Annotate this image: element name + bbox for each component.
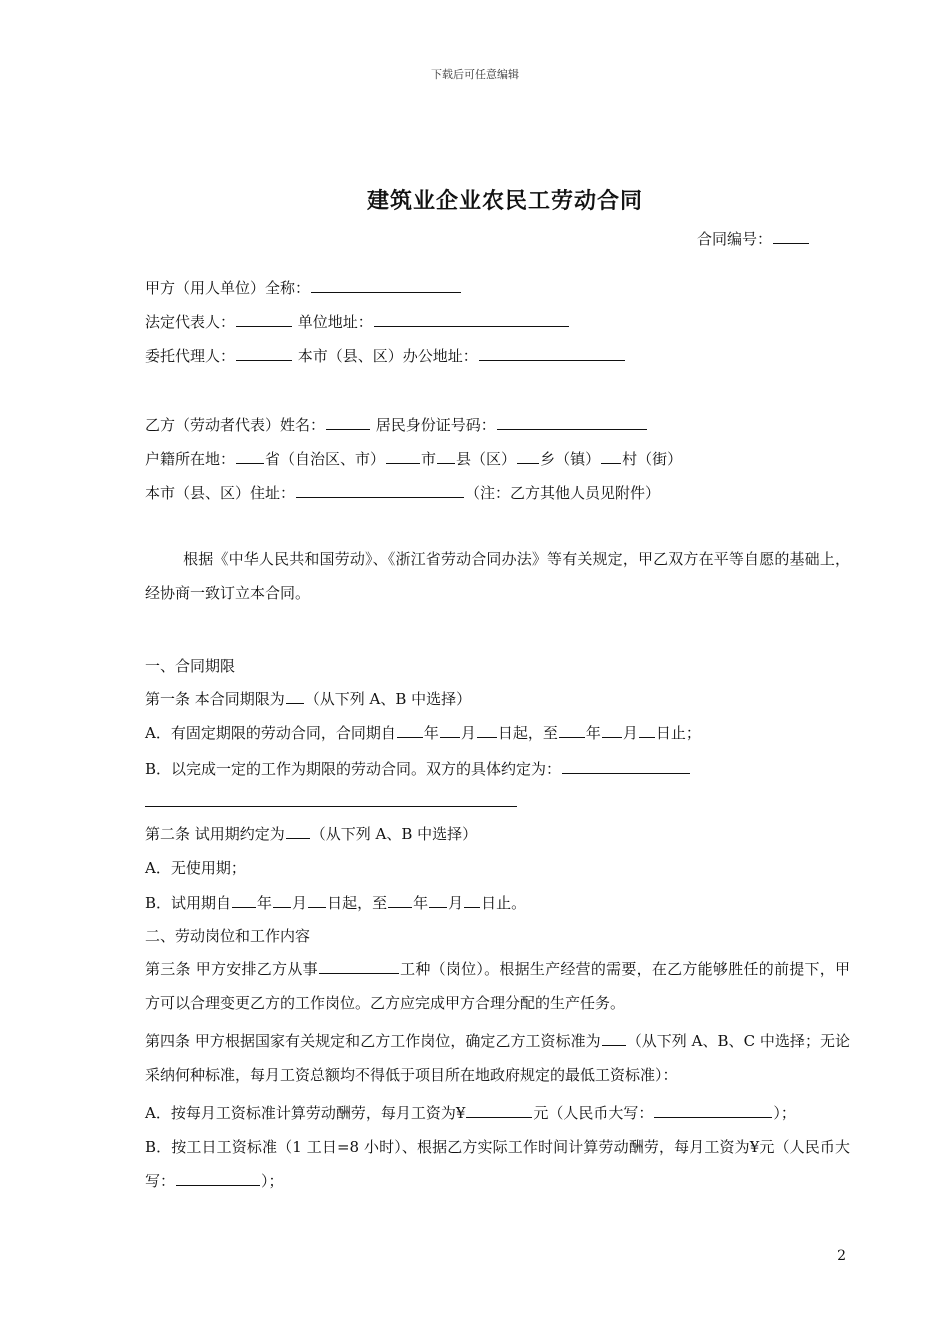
probation-text: B．试用期自 bbox=[145, 894, 232, 912]
city-label: 市 bbox=[421, 450, 437, 468]
party-a-agent-line bbox=[145, 345, 626, 366]
contract-number-label: 合同编号： bbox=[696, 230, 772, 248]
residence-line bbox=[145, 482, 660, 503]
residence-label: 本市（县、区）住址： bbox=[145, 484, 296, 502]
contract-number bbox=[697, 228, 810, 249]
office-address-label: 本市（县、区）办公地址： bbox=[297, 347, 478, 365]
month-label: 月 bbox=[448, 894, 464, 912]
month-label: 月 bbox=[622, 724, 638, 742]
article-2-blank bbox=[286, 823, 310, 839]
end-year-blank bbox=[559, 722, 585, 738]
option-b-text: B．以完成一定的工作为期限的劳动合同。双方的具体约定为： bbox=[145, 760, 562, 778]
article-4-option-a bbox=[145, 1102, 796, 1123]
agreement-blank bbox=[562, 758, 690, 774]
year-label: 年 bbox=[585, 724, 601, 742]
page-header: 下载后可任意编辑 bbox=[431, 68, 519, 81]
agent-blank bbox=[236, 345, 292, 361]
probation-end-year-blank bbox=[388, 892, 412, 908]
probation-end-month-blank bbox=[429, 892, 447, 908]
day-end-label: 日止； bbox=[655, 724, 701, 742]
year-label: 年 bbox=[413, 894, 429, 912]
article-1-blank bbox=[286, 688, 304, 704]
article-3-text-b: 工种（岗位）。根据生产经营的需要，在乙方能够胜任的前提下，甲方可以合理变更乙方的工作岗位。乙方应完成甲方合理分配的生产任务。 bbox=[145, 960, 850, 1012]
start-month-blank bbox=[440, 722, 460, 738]
preamble bbox=[145, 542, 850, 610]
start-day-blank bbox=[477, 722, 497, 738]
rmb-uppercase-label: 元（人民币大写： bbox=[145, 1138, 850, 1190]
end-month-blank bbox=[602, 722, 622, 738]
day-start-label: 日起，至 bbox=[497, 724, 558, 742]
rmb-uppercase-blank bbox=[654, 1102, 772, 1118]
article-1 bbox=[145, 688, 471, 709]
party-b-name-blank bbox=[326, 414, 370, 430]
year-label: 年 bbox=[423, 724, 439, 742]
option-a-text: A．有固定期限的劳动合同，合同期自 bbox=[145, 724, 396, 742]
article-1-text-a: 第一条 本合同期限为 bbox=[145, 690, 285, 708]
closing-paren: ）； bbox=[261, 1172, 284, 1190]
agent-label: 委托代理人： bbox=[145, 347, 236, 365]
monthly-wage-text: A．按每月工资标准计算劳动酬劳，每月工资为¥ bbox=[145, 1104, 466, 1122]
agreement-continuation-blank bbox=[145, 806, 517, 807]
article-4-option-b bbox=[145, 1130, 850, 1198]
closing-paren: ）； bbox=[773, 1104, 796, 1122]
province-label: 省（自治区、市） bbox=[265, 450, 386, 468]
party-b-name-label: 乙方（劳动者代表）姓名： bbox=[145, 416, 326, 434]
article-3-text-a: 第三条 甲方安排乙方从事 bbox=[145, 960, 318, 978]
village-label: 村（街） bbox=[622, 450, 683, 468]
probation-start-day-blank bbox=[308, 892, 326, 908]
section-2-title: 二、劳动岗位和工作内容 bbox=[145, 927, 311, 945]
id-number-label: 居民身份证号码： bbox=[375, 416, 496, 434]
party-a-name-line bbox=[145, 277, 462, 298]
address-label: 单位地址： bbox=[297, 313, 373, 331]
domicile-label: 户籍所在地： bbox=[145, 450, 236, 468]
month-label: 月 bbox=[292, 894, 308, 912]
county-label: 县（区） bbox=[456, 450, 517, 468]
section-1-title: 一、合同期限 bbox=[145, 657, 236, 675]
end-day-blank bbox=[639, 722, 655, 738]
town-blank bbox=[517, 448, 539, 464]
party-a-rep-line bbox=[145, 311, 570, 332]
contract-number-blank bbox=[773, 228, 809, 244]
article-1-option-a bbox=[145, 722, 701, 743]
rmb-uppercase-blank bbox=[176, 1170, 260, 1186]
preamble-text: 根据《中华人民共和国劳动》、《浙江省劳动合同办法》等有关规定，甲乙双方在平等自愿的基础上，经协商一致订立本合同。 bbox=[145, 550, 850, 602]
article-2-option-b bbox=[145, 892, 526, 913]
city-blank bbox=[386, 448, 420, 464]
day-end-label: 日止。 bbox=[481, 894, 527, 912]
article-2 bbox=[145, 823, 477, 844]
daily-wage-text: B．按工日工资标准（1 工日=8 小时）、根据乙方实际工作时间计算劳动酬劳，每月工资为¥ bbox=[145, 1138, 760, 1156]
article-4-text-a: 第四条 甲方根据国家有关规定和乙方工作岗位，确定乙方工资标准为 bbox=[145, 1032, 601, 1050]
article-4 bbox=[145, 1024, 850, 1092]
page-number: 2 bbox=[837, 1248, 846, 1264]
town-label: 乡（镇） bbox=[540, 450, 601, 468]
day-start-label: 日起，至 bbox=[327, 894, 388, 912]
article-1-text-b: （从下列 A、B 中选择） bbox=[304, 690, 472, 708]
wage-standard-blank bbox=[602, 1030, 626, 1046]
residence-blank bbox=[296, 482, 464, 498]
article-3 bbox=[145, 952, 850, 1020]
id-number-blank bbox=[497, 414, 647, 430]
office-address-blank bbox=[479, 345, 625, 361]
province-blank bbox=[236, 448, 264, 464]
party-b-note: （注：乙方其他人员见附件） bbox=[465, 484, 661, 502]
article-2-text-a: 第二条 试用期约定为 bbox=[145, 825, 285, 843]
month-label: 月 bbox=[460, 724, 476, 742]
village-blank bbox=[601, 448, 621, 464]
article-4-text-b: （从下列 A、B、C 中选择；无论采纳何种标准，每月工资总额均不得低于项目所在地政府规定的最低工资标准）： bbox=[145, 1032, 850, 1084]
probation-start-year-blank bbox=[232, 892, 256, 908]
party-a-name-label: 甲方（用人单位）全称： bbox=[145, 279, 311, 297]
article-2-text-b: （从下列 A、B 中选择） bbox=[310, 825, 478, 843]
probation-end-day-blank bbox=[464, 892, 480, 908]
article-1-option-b bbox=[145, 758, 691, 779]
monthly-wage-blank bbox=[466, 1102, 532, 1118]
start-year-blank bbox=[397, 722, 423, 738]
year-label: 年 bbox=[257, 894, 273, 912]
domicile-line bbox=[145, 448, 682, 469]
legal-rep-blank bbox=[236, 311, 292, 327]
probation-start-month-blank bbox=[273, 892, 291, 908]
rmb-uppercase-label: 元（人民币大写： bbox=[533, 1104, 654, 1122]
article-2-option-a: A．无使用期； bbox=[145, 859, 246, 877]
county-blank bbox=[437, 448, 455, 464]
party-a-name-blank bbox=[311, 277, 461, 293]
address-blank bbox=[374, 311, 569, 327]
job-type-blank bbox=[319, 958, 399, 974]
document-title: 建筑业企业农民工劳动合同 bbox=[366, 188, 643, 214]
party-b-name-line bbox=[145, 414, 648, 435]
legal-rep-label: 法定代表人： bbox=[145, 313, 236, 331]
